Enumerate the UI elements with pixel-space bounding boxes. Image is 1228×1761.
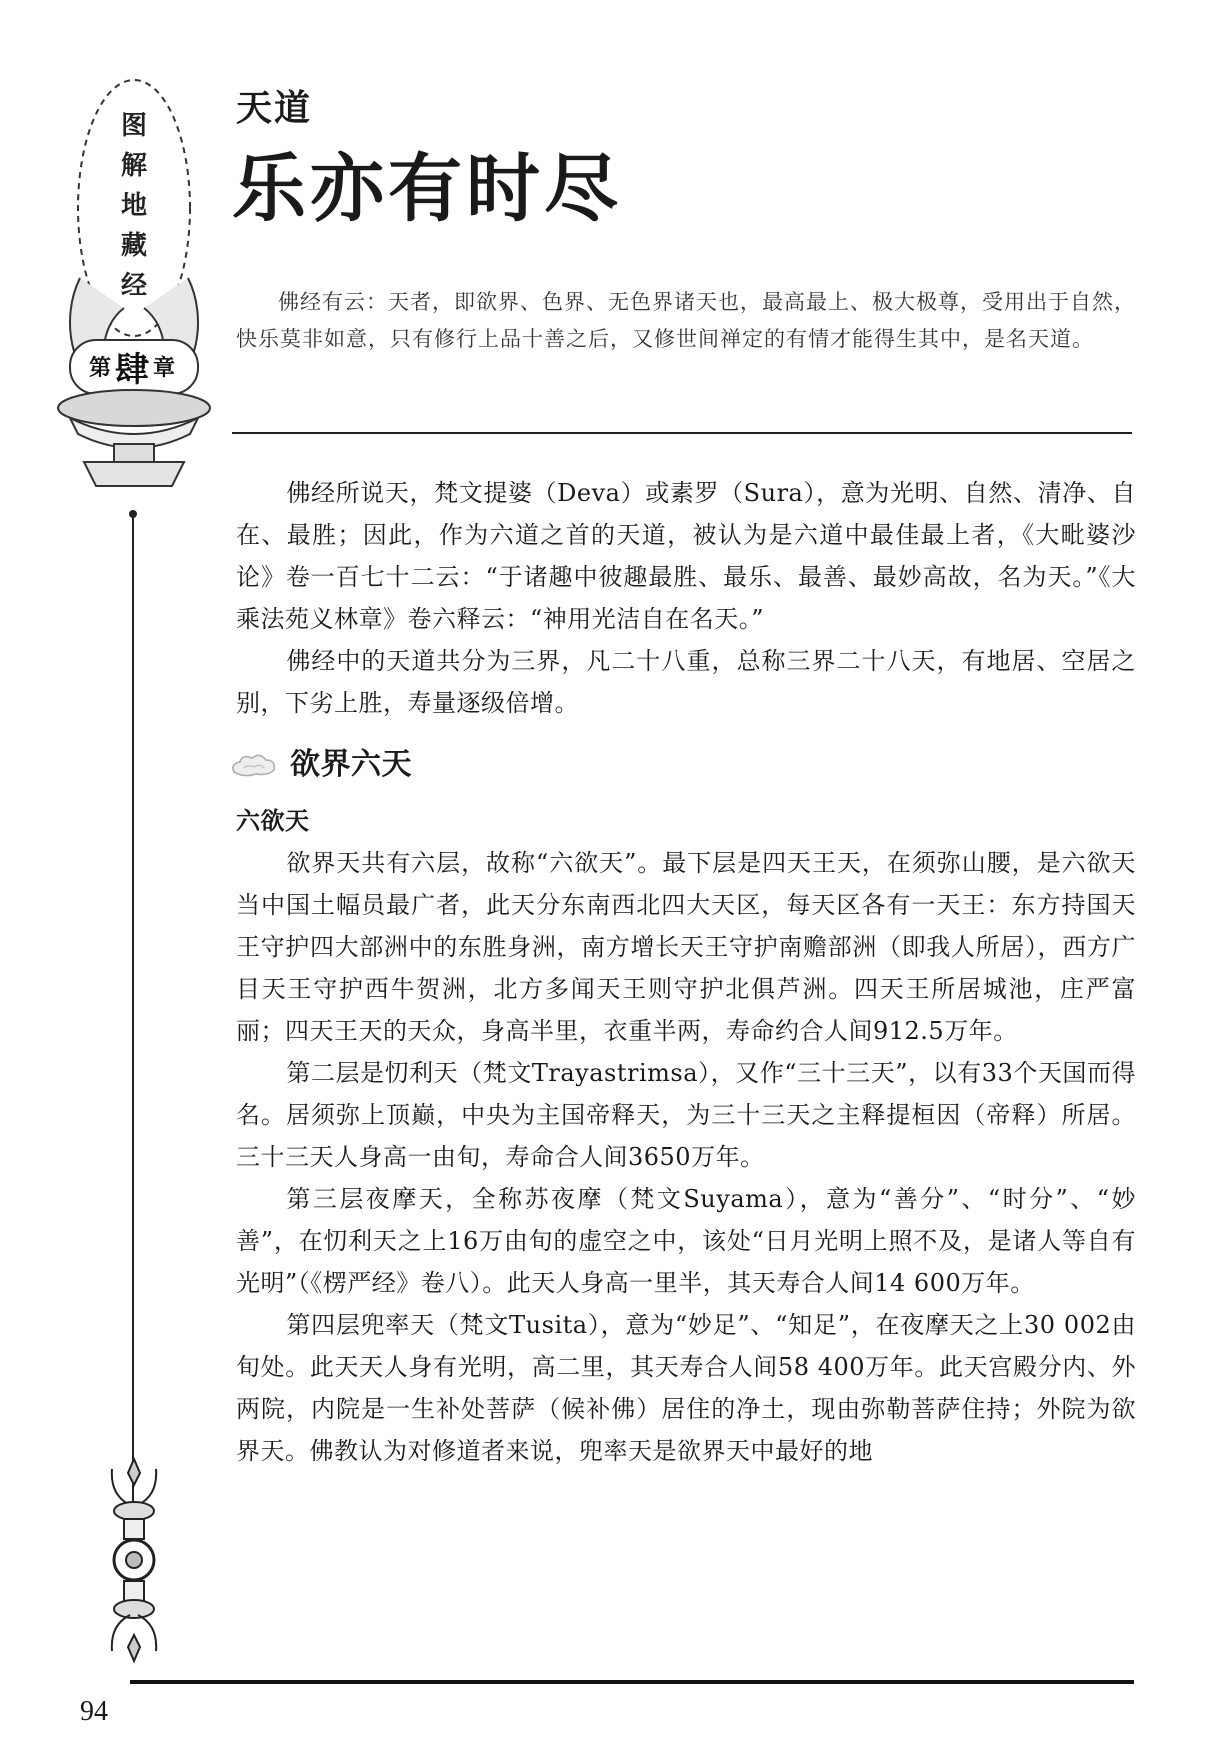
- book-title-vertical: [116, 108, 152, 304]
- page-title: 乐亦有时尽: [232, 146, 622, 232]
- section-kicker: 天道: [236, 88, 313, 129]
- subsection-title: 六欲天: [236, 807, 310, 835]
- vajra-ornament-icon: [100, 1455, 168, 1665]
- book-title-char: 藏: [120, 231, 147, 261]
- body-paragraph: 第二层是忉利天（梵文Trayastrimsa），又作“三十三天”，以有33个天国而得名。居须弥上顶巅，中央为主国帝释天，为三十三天之主释提桓因（帝释）所居。三十三天人身高一由旬，寿命合人间3650万年。: [236, 1059, 1136, 1171]
- book-title-char: 地: [120, 191, 147, 221]
- intro-block: [236, 284, 1136, 358]
- section-title: 欲界六天: [290, 747, 412, 782]
- chapter-prefix: 第: [88, 355, 111, 381]
- body-paragraph: 欲界天共有六层，故称“六欲天”。最下层是四天王天，在须弥山腰，是六欲天当中国土幅员最广者，此天分东南西北四大天区，每天区各有一天王：东方持国天王守护四大部洲中的东胜身洲，南方增长天王守护南赡部洲（即我人所居），西方广目天王守护西牛贺洲，北方多闻天王则守护北俱芦洲。四天王所居城池，庄严富丽；四天王天的天众，身高半里，衣重半两，寿命约合人间912.5万年。: [236, 849, 1136, 1045]
- book-title-char: 图: [120, 111, 147, 141]
- body-paragraph: 第三层夜摩天，全称苏夜摩（梵文Suyama），意为“善分”、“时分”、“妙善”，在忉利天之上16万由旬的虚空之中，该处“日月光明上照不及，是诸人等自有光明”（《楞严经》卷八）。此天人身高一里半，其天寿合人间14 600万年。: [236, 1185, 1136, 1297]
- body-paragraph: 第四层兜率天（梵文Tusita），意为“妙足”、“知足”，在夜摩天之上30 002由旬处。此天天人身有光明，高二里，其天寿合人间58 400万年。此天宫殿分内、外两院，内院是一生补处菩萨（候补佛）居住的净土，现由弥勒菩萨住持；外院为欲界天。佛教认为对修道者来说，兜率天是欲界天中最好的地: [236, 1311, 1136, 1465]
- book-title-char: 经: [120, 271, 147, 301]
- body-paragraph: 佛经中的天道共分为三界，凡二十八重，总称三界二十八天，有地居、空居之别，下劣上胜，寿量逐级倍增。: [236, 647, 1136, 717]
- chapter-label: [72, 340, 192, 392]
- body-paragraph: 佛经所说天，梵文提婆（Deva）或素罗（Sura），意为光明、自然、清净、自在、最胜；因此，作为六道之首的天道，被认为是六道中最佳最上者，《大毗婆沙论》卷一百七十二云：“于诸趣中彼趣最胜、最乐、最善、最妙高故，名为天。”《大乘法苑义林章》卷六释云：“神用光洁自在名天。”: [236, 479, 1136, 633]
- page-number: 94: [80, 1696, 108, 1727]
- book-title-char: 解: [120, 151, 147, 181]
- section-heading: [228, 744, 1136, 786]
- cloud-icon: [228, 750, 280, 780]
- header-divider: [232, 432, 1132, 434]
- footer-rule: [130, 1680, 1134, 1684]
- chapter-number: 肆: [115, 349, 149, 390]
- intro-paragraph: 佛经有云：天者，即欲界、色界、无色界诸天也，最高最上、极大极尊，受用出于自然，快乐莫非如意，只有修行上品十善之后，又修世间禅定的有情才能得生其中，是名天道。: [236, 290, 1136, 351]
- body-text: [236, 472, 1136, 1472]
- chapter-suffix: 章: [153, 355, 176, 381]
- margin-vertical-line: [132, 516, 134, 1516]
